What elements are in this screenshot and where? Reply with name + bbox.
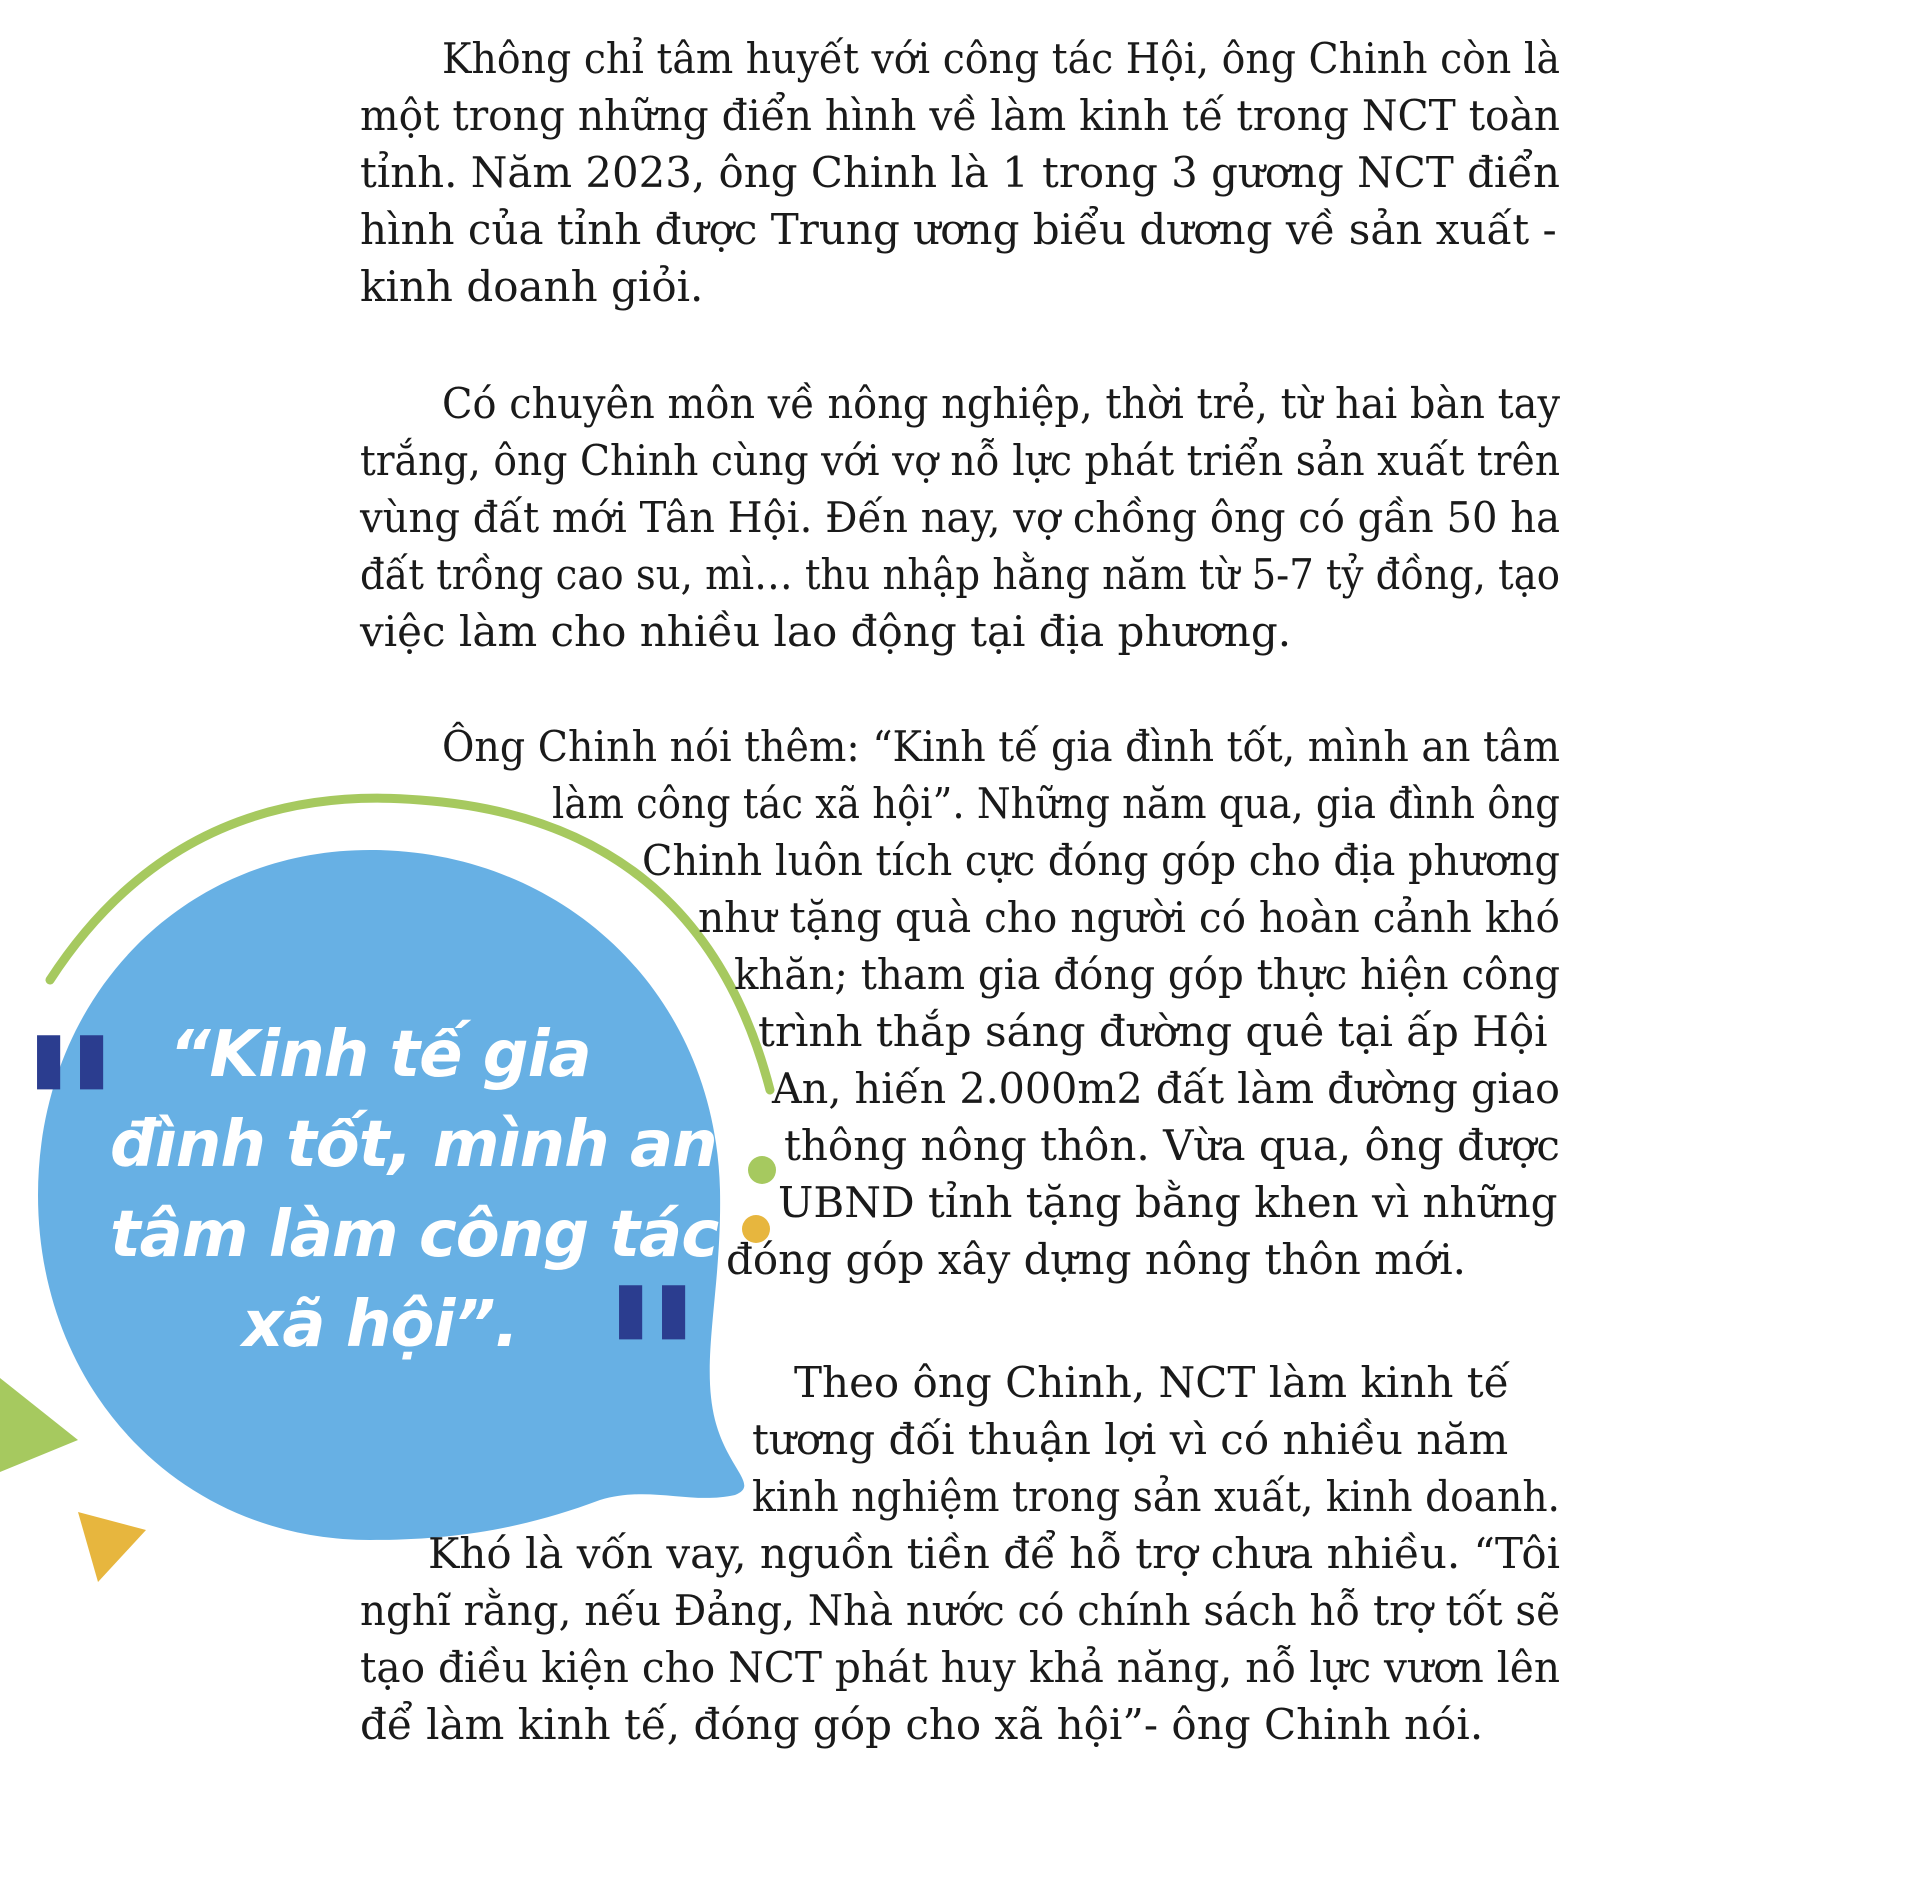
paragraph-1 — [360, 30, 1560, 315]
text-line: một trong những điển hình về làm kinh tế trong NCT toàn — [360, 91, 1560, 140]
yellow-triangle — [78, 1512, 146, 1582]
text-line: tạo điều kiện cho NCT phát huy khả năng, nỗ lực vươn lên — [360, 1643, 1560, 1692]
text-line: Khó là vốn vay, nguồn tiền để hỗ trợ chưa nhiều. “Tôi — [428, 1529, 1560, 1578]
text-line: Có chuyên môn về nông nghiệp, thời trẻ, từ hai bàn tay — [442, 379, 1560, 428]
paragraph-4 — [360, 1354, 1560, 1753]
close-quote-mark: " — [600, 1244, 705, 1479]
text-line: Theo ông Chinh, NCT làm kinh tế — [794, 1358, 1510, 1407]
text-line: thông nông thôn. Vừa qua, ông được — [784, 1121, 1560, 1170]
text-line: nghĩ rằng, nếu Đảng, Nhà nước có chính sách hỗ trợ tốt sẽ — [360, 1586, 1560, 1635]
text-line: trình thắp sáng đường quê tại ấp Hội — [758, 1007, 1548, 1056]
pull-quote-line: tâm làm công tác — [110, 1198, 719, 1272]
text-line: Chinh luôn tích cực đóng góp cho địa phương — [642, 836, 1560, 885]
paragraph-3 — [360, 718, 1560, 1288]
text-line: vùng đất mới Tân Hội. Đến nay, vợ chồng ông có gần 50 ha — [360, 493, 1560, 542]
green-triangle — [0, 1378, 78, 1472]
text-line: hình của tỉnh được Trung ương biểu dương về sản xuất - — [360, 205, 1557, 254]
text-line: kinh nghiệm trong sản xuất, kinh doanh. — [752, 1472, 1560, 1521]
text-line: tỉnh. Năm 2023, ông Chinh là 1 trong 3 gương NCT điển — [360, 148, 1560, 197]
text-line: để làm kinh tế, đóng góp cho xã hội”- ông Chinh nói. — [360, 1700, 1484, 1749]
text-line: trắng, ông Chinh cùng với vợ nỗ lực phát triển sản xuất trên — [360, 436, 1560, 485]
text-line: việc làm cho nhiều lao động tại địa phương. — [360, 607, 1292, 656]
text-line: Không chỉ tâm huyết với công tác Hội, ông Chinh còn là — [442, 34, 1560, 83]
text-line: UBND tỉnh tặng bằng khen vì những — [778, 1178, 1558, 1227]
text-line: kinh doanh giỏi. — [360, 262, 704, 311]
paragraph-2 — [360, 375, 1560, 660]
pull-quote-line: đình tốt, mình an — [110, 1108, 717, 1182]
text-line: làm công tác xã hội”. Những năm qua, gia đình ông — [552, 779, 1560, 828]
pull-quote-line: xã hội”. — [242, 1288, 518, 1362]
text-line: An, hiến 2.000m2 đất làm đường giao — [772, 1064, 1560, 1113]
text-line: khăn; tham gia đóng góp thực hiện công — [734, 950, 1560, 999]
text-line: đất trồng cao su, mì… thu nhập hằng năm từ 5-7 tỷ đồng, tạo — [360, 550, 1560, 599]
text-line: như tặng quà cho người có hoàn cảnh khó — [698, 893, 1560, 942]
text-line: đóng góp xây dựng nông thôn mới. — [726, 1235, 1467, 1284]
text-line: Ông Chinh nói thêm: “Kinh tế gia đình tốt, mình an tâm — [442, 722, 1560, 771]
open-quote-mark: " — [18, 994, 123, 1229]
text-line: tương đối thuận lợi vì có nhiều năm — [752, 1415, 1509, 1464]
pull-quote-line: “Kinh tế gia — [169, 1018, 591, 1092]
